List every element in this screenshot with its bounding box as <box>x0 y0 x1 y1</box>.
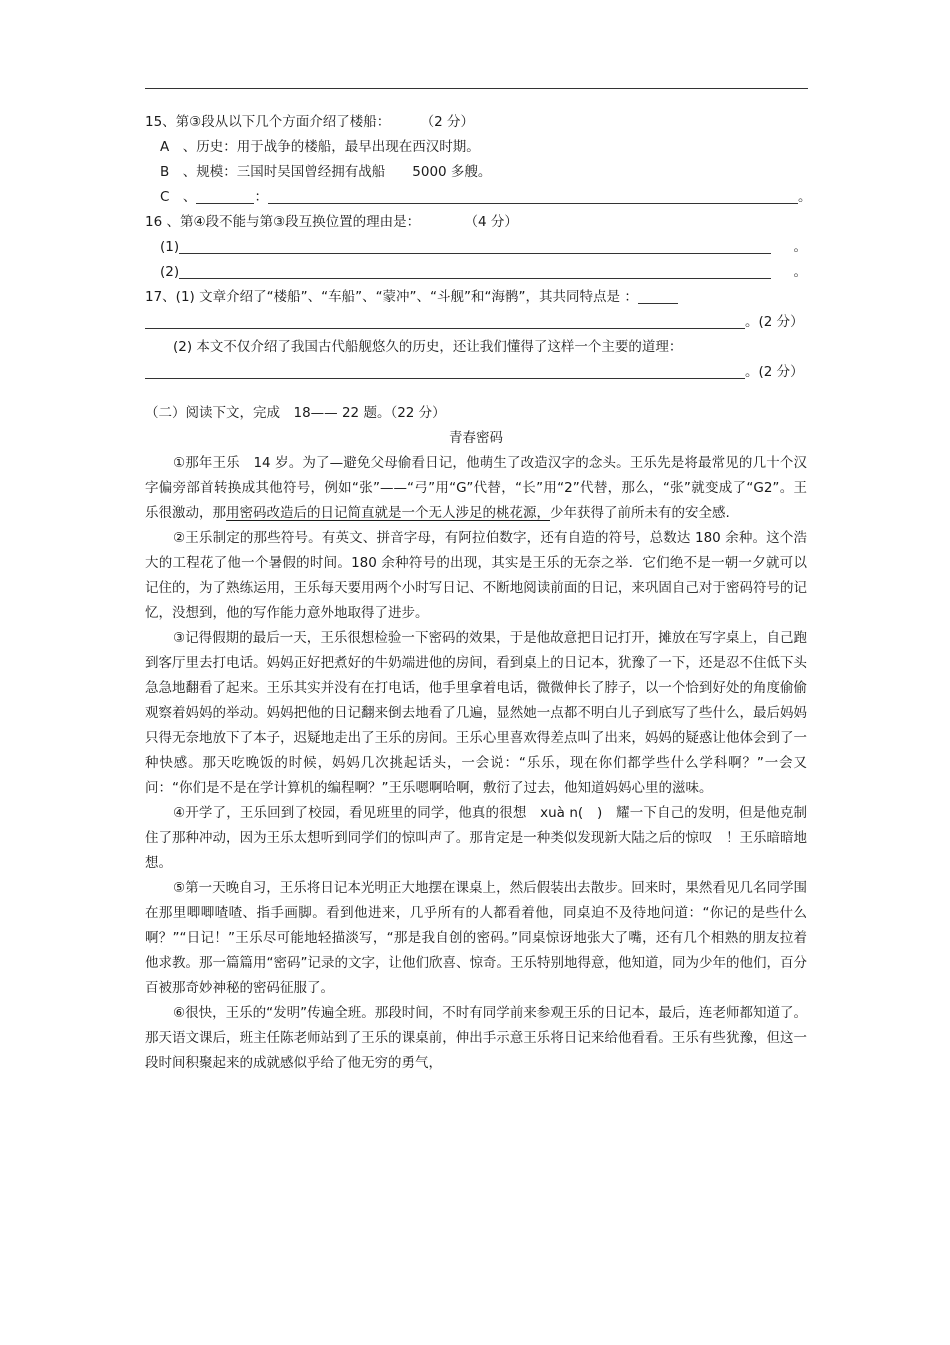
section-gap <box>145 385 807 401</box>
passage-para-5: ⑤第一天晚自习，王乐将日记本光明正大地摆在课桌上，然后假装出去散步。回来时，果然看见几名同学围在那里唧唧喳喳、指手画脚。看到他进来，几乎所有的人都看着他，同桌迫不及待地问道：“你记的是些什么啊？”“日记！”王乐尽可能地轻描淡写，“那是我自创的密码。”同桌惊讶地张大了嘴，还有几个相熟的朋友拉着他求教。那一篇篇用“密码”记录的文字，让他们欣喜、惊奇。王乐特别地得意，他知道，同为少年的他们，百分百被那奇妙神秘的密码征服了。 <box>145 880 807 996</box>
header-rule <box>145 88 808 89</box>
q16-answer-1 <box>145 235 807 260</box>
q15-score: （2 分） <box>420 114 474 130</box>
q17-part1-blank[interactable] <box>145 314 745 329</box>
q15-c-blank-short[interactable] <box>196 189 254 204</box>
q17-part2-answer <box>145 360 807 385</box>
q17-part2: (2) 本文不仅介绍了我国古代船舰悠久的历史，还让我们懂得了这样一个主要的道理： <box>173 339 683 355</box>
passage-body <box>145 451 807 1076</box>
exam-page <box>145 110 812 1076</box>
passage-para-2: ②王乐制定的那些符号。有英文、拼音字母，有阿拉伯数字，还有自造的符号，总数达 180 余种。这个浩大的工程花了他一个暑假的时间。180 余种符号的出现，其实是王乐的无奈之举．它们绝不是一朝一夕就可以记住的，为了熟练运用，王乐每天要用两个小时写日记、不断地阅读前面的日记，来巩固自己对于密码符号的记忆，没想到，他的写作能力意外地取得了进步。 <box>145 530 807 621</box>
q16-end-2: 。 <box>793 264 807 280</box>
q17-part1-score: 。(2 分） <box>745 314 804 330</box>
q15-stem <box>145 110 807 135</box>
q17-part1-answer <box>145 310 807 335</box>
passage-para-3: ③记得假期的最后一天，王乐很想检验一下密码的效果，于是他故意把日记打开，摊放在写字桌上，自己跑到客厅里去打电话。妈妈正好把煮好的牛奶端进他的房间，看到桌上的日记本，犹豫了一下，还是忍不住低下头急急地翻看了起来。王乐其实并没有在打电话，他手里拿着电话，微微伸长了脖子，以一个恰到好处的角度偷偷观察着妈妈的举动。妈妈把他的日记翻来倒去地看了几遍，显然她一点都不明白儿子到底写了些什么，最后妈妈只得无奈地放下了本子，迟疑地走出了王乐的房间。王乐心里喜欢得差点叫了出来，妈妈的疑惑让他体会到了一种快感。那天吃晚饭的时候，妈妈几次挑起话头，一会说：“乐乐，现在你们都学些什么学科啊？”一会又问：“你们是不是在学计算机的编程啊？”王乐嗯啊哈啊，敷衍了过去，他知道妈妈心里的滋味。 <box>145 630 807 796</box>
q16-label-2: (2) <box>160 264 180 280</box>
q16-end-1: 。 <box>793 239 807 255</box>
passage-para-1 <box>145 451 807 526</box>
q16-blank-2[interactable] <box>179 264 771 279</box>
para-1-text-b: 少年获得了前所未有的安全感. <box>550 505 730 521</box>
q15-stem-text: 15、第③段从以下几个方面介绍了楼船： <box>145 114 391 130</box>
q17-part1 <box>145 285 807 310</box>
q15-c-colon: ： <box>254 189 268 205</box>
passage-para-6: ⑥很快，王乐的“发明”传遍全班。那段时间，不时有同学前来参观王乐的日记本，最后，连老师都知道了。那天语文课后，班主任陈老师站到了王乐的课桌前，伸出手示意王乐将日记来给他看看。王乐有些犹豫，但这一段时间积聚起来的成就感似乎给了他无穷的勇气， <box>145 1005 807 1071</box>
q15-c-blank-long[interactable] <box>268 189 798 204</box>
q15-option-c <box>145 185 812 210</box>
passage-para-4: ④开学了，王乐回到了校园，看见班里的同学，他真的很想 xuà n( ) 耀一下自己的发明，但是他克制住了那种冲动，因为王乐太想听到同学们的惊叫声了。那肯定是一种类似发现新大陆之后的惊叹 ！王乐暗暗地想。 <box>145 805 807 871</box>
section2-heading: （二）阅读下文，完成 18—— 22 题。（22 分） <box>145 405 446 421</box>
q15-option-b: B 、规模：三国时吴国曾经拥有战船 5000 多艘。 <box>160 164 492 180</box>
q16-blank-1[interactable] <box>179 239 771 254</box>
q15-c-label: C 、 <box>160 189 197 205</box>
para-1-text-a: ①那年王乐 14 岁。为了—避免父母偷看日记，他萌生了改造汉字的念头。王乐先是将最常见的几十个汉字偏旁部首转换成其他符号，例如“张”——“弓”用“G”代替，“长”用“2”代替，那么，“张”就变成了“G2”。王乐很激动，那 <box>145 455 807 521</box>
q17-part1-blank-inline[interactable] <box>638 289 678 304</box>
para-1-underlined: 用密码改造后的日记简直就是一个无人涉足的桃花源， <box>226 505 550 521</box>
passage-title: 青春密码 <box>449 430 503 446</box>
q16-stem-text: 16 、第④段不能与第③段互换位置的理由是： <box>145 214 421 230</box>
q17-part2-score: 。(2 分） <box>745 364 804 380</box>
q16-score: （4 分） <box>464 214 518 230</box>
q15-option-a: A 、历史：用于战争的楼船，最早出现在西汉时期。 <box>160 139 480 155</box>
q16-stem <box>145 210 807 235</box>
q15-c-end: 。 <box>797 189 812 205</box>
q16-answer-2 <box>145 260 807 285</box>
q16-label-1: (1) <box>160 239 180 255</box>
q17-part2-blank[interactable] <box>145 364 745 379</box>
q17-part1-text: 17、(1) 文章介绍了“楼船”、“车船”、“蒙冲”、“斗舰”和“海鹘”，其共同特点是 ： <box>145 289 638 305</box>
